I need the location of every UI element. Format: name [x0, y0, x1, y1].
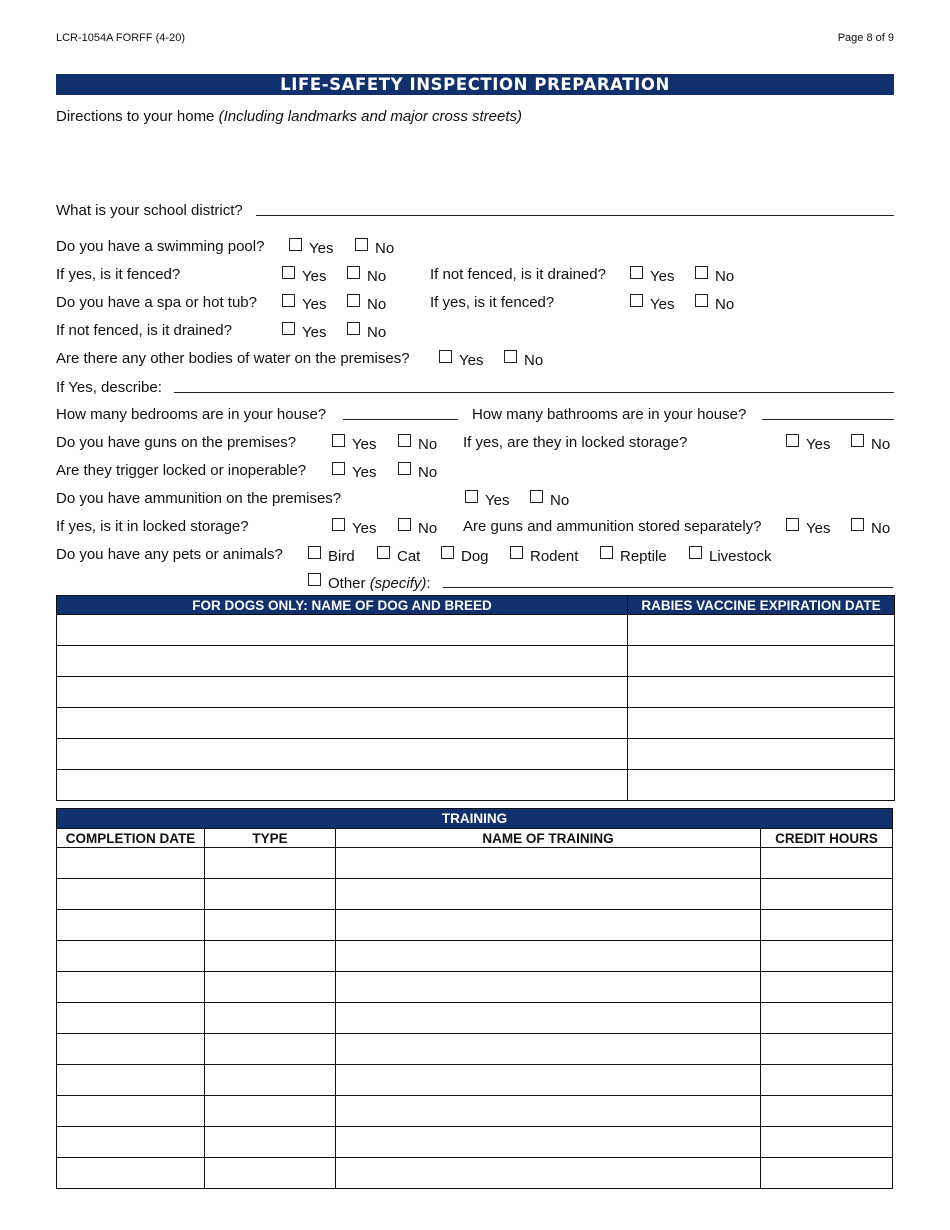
pet-other[interactable]: Other (specify):	[308, 573, 431, 592]
checkbox-icon[interactable]	[695, 266, 708, 279]
training-name-cell[interactable]	[336, 1065, 761, 1096]
pool-fenced-no[interactable]: No	[347, 266, 386, 285]
stored-separately-no[interactable]: No	[851, 518, 890, 537]
table-row	[57, 972, 893, 1003]
pets-question: Do you have any pets or animals?	[56, 546, 283, 563]
table-row	[57, 677, 895, 708]
col-type: TYPE	[205, 829, 336, 848]
checkbox-icon[interactable]	[355, 238, 368, 251]
table-row	[57, 910, 893, 941]
checkbox-icon[interactable]	[786, 434, 799, 447]
checkbox-icon[interactable]	[282, 322, 295, 335]
spa-drained-question: If not fenced, is it drained?	[56, 322, 232, 339]
checkbox-icon[interactable]	[689, 546, 702, 559]
date-cell[interactable]	[57, 1003, 205, 1034]
pet-livestock[interactable]: Livestock	[689, 546, 772, 565]
training-name-cell[interactable]	[336, 941, 761, 972]
training-name-cell[interactable]	[336, 972, 761, 1003]
spa-fenced-no[interactable]: No	[695, 294, 734, 313]
table-row	[57, 770, 895, 801]
training-name-cell[interactable]	[336, 1003, 761, 1034]
credit-hours-cell[interactable]	[761, 910, 893, 941]
ammo-locked-question: If yes, is it in locked storage?	[56, 518, 249, 535]
date-cell[interactable]	[57, 1065, 205, 1096]
rabies-date-cell[interactable]	[628, 615, 895, 646]
spa-yes[interactable]: Yes	[282, 294, 326, 313]
table-row	[57, 879, 893, 910]
checkbox-icon[interactable]	[332, 462, 345, 475]
table-row	[57, 1034, 893, 1065]
rabies-date-cell[interactable]	[628, 739, 895, 770]
date-cell[interactable]	[57, 941, 205, 972]
school-district-label: What is your school district?	[56, 202, 243, 219]
date-cell[interactable]	[57, 910, 205, 941]
type-cell[interactable]	[205, 1065, 336, 1096]
checkbox-icon[interactable]	[289, 238, 302, 251]
rabies-date-cell[interactable]	[628, 708, 895, 739]
pet-cat[interactable]: Cat	[377, 546, 420, 565]
date-cell[interactable]	[57, 1034, 205, 1065]
pet-other-field[interactable]	[443, 587, 893, 588]
pool-fenced-yes[interactable]: Yes	[282, 266, 326, 285]
school-district-field[interactable]	[256, 215, 894, 216]
table-row	[57, 646, 895, 677]
checkbox-icon[interactable]	[282, 294, 295, 307]
dog-name-cell[interactable]	[57, 770, 628, 801]
rabies-date-cell[interactable]	[628, 646, 895, 677]
checkbox-icon[interactable]	[630, 266, 643, 279]
date-cell[interactable]	[57, 972, 205, 1003]
checkbox-icon[interactable]	[308, 573, 321, 586]
type-cell[interactable]	[205, 879, 336, 910]
guns-locked-no[interactable]: No	[851, 434, 890, 453]
describe-field[interactable]	[174, 392, 894, 393]
spa-drained-no[interactable]: No	[347, 322, 386, 341]
table-row	[57, 1158, 893, 1189]
checkbox-icon[interactable]	[441, 546, 454, 559]
dogs-col-name: FOR DOGS ONLY: NAME OF DOG AND BREED	[57, 596, 628, 615]
credit-hours-cell[interactable]	[761, 848, 893, 879]
bedrooms-field[interactable]	[343, 419, 458, 420]
spa-fenced-yes[interactable]: Yes	[630, 294, 674, 313]
rabies-date-cell[interactable]	[628, 677, 895, 708]
bathrooms-label: How many bathrooms are in your house?	[472, 406, 747, 423]
trigger-locked-question: Are they trigger locked or inoperable?	[56, 462, 307, 479]
credit-hours-cell[interactable]	[761, 879, 893, 910]
col-training-name: NAME OF TRAINING	[336, 829, 761, 848]
other-water-question: Are there any other bodies of water on the premises?	[56, 350, 410, 367]
date-cell[interactable]	[57, 848, 205, 879]
training-name-cell[interactable]	[336, 848, 761, 879]
dog-name-cell[interactable]	[57, 708, 628, 739]
directions-label: Directions to your home (Including landmarks and major cross streets)	[56, 108, 523, 125]
type-cell[interactable]	[205, 1158, 336, 1189]
checkbox-icon[interactable]	[347, 294, 360, 307]
type-cell[interactable]	[205, 972, 336, 1003]
pool-yes[interactable]: Yes	[289, 238, 333, 257]
checkbox-icon[interactable]	[398, 462, 411, 475]
guns-locked-question: If yes, are they in locked storage?	[463, 434, 688, 451]
date-cell[interactable]	[57, 1158, 205, 1189]
table-row	[57, 708, 895, 739]
trigger-locked-yes[interactable]: Yes	[332, 462, 376, 481]
table-row	[57, 1096, 893, 1127]
checkbox-icon[interactable]	[786, 518, 799, 531]
ammo-locked-no[interactable]: No	[398, 518, 437, 537]
dog-name-cell[interactable]	[57, 739, 628, 770]
checkbox-icon[interactable]	[332, 434, 345, 447]
date-cell[interactable]	[57, 1096, 205, 1127]
pool-drained-no[interactable]: No	[695, 266, 734, 285]
spa-question: Do you have a spa or hot tub?	[56, 294, 257, 311]
checkbox-icon[interactable]	[282, 266, 295, 279]
date-cell[interactable]	[57, 1127, 205, 1158]
type-cell[interactable]	[205, 941, 336, 972]
checkbox-icon[interactable]	[465, 490, 478, 503]
checkbox-icon[interactable]	[851, 434, 864, 447]
checkbox-icon[interactable]	[630, 294, 643, 307]
table-row	[57, 615, 895, 646]
checkbox-icon[interactable]	[851, 518, 864, 531]
training-table	[56, 808, 893, 1189]
dog-name-cell[interactable]	[57, 646, 628, 677]
checkbox-icon[interactable]	[332, 518, 345, 531]
pet-rodent[interactable]: Rodent	[510, 546, 578, 565]
ammo-locked-yes[interactable]: Yes	[332, 518, 376, 537]
ammo-yes[interactable]: Yes	[465, 490, 509, 509]
rabies-date-cell[interactable]	[628, 770, 895, 801]
table-row	[57, 1065, 893, 1096]
credit-hours-cell[interactable]	[761, 1065, 893, 1096]
checkbox-icon[interactable]	[510, 546, 523, 559]
ammo-no[interactable]: No	[530, 490, 569, 509]
pool-fenced-question: If yes, is it fenced?	[56, 266, 181, 283]
checkbox-icon[interactable]	[377, 546, 390, 559]
table-row	[57, 739, 895, 770]
checkbox-icon[interactable]	[398, 434, 411, 447]
type-cell[interactable]	[205, 1034, 336, 1065]
checkbox-icon[interactable]	[504, 350, 517, 363]
checkbox-icon[interactable]	[347, 322, 360, 335]
checkbox-icon[interactable]	[530, 490, 543, 503]
pool-drained-yes[interactable]: Yes	[630, 266, 674, 285]
checkbox-icon[interactable]	[600, 546, 613, 559]
credit-hours-cell[interactable]	[761, 1034, 893, 1065]
ammo-question: Do you have ammunition on the premises?	[56, 490, 342, 507]
checkbox-icon[interactable]	[398, 518, 411, 531]
dog-name-cell[interactable]	[57, 615, 628, 646]
pool-question: Do you have a swimming pool?	[56, 238, 265, 255]
training-name-cell[interactable]	[336, 1034, 761, 1065]
directions-field[interactable]	[56, 128, 894, 190]
guns-question: Do you have guns on the premises?	[56, 434, 297, 451]
guns-no[interactable]: No	[398, 434, 437, 453]
credit-hours-cell[interactable]	[761, 1096, 893, 1127]
page-title: LIFE-SAFETY INSPECTION PREPARATION	[56, 74, 894, 95]
type-cell[interactable]	[205, 1003, 336, 1034]
stored-separately-yes[interactable]: Yes	[786, 518, 830, 537]
trigger-locked-no[interactable]: No	[398, 462, 437, 481]
checkbox-icon[interactable]	[695, 294, 708, 307]
form-id: LCR-1054A FORFF (4-20)	[56, 32, 185, 44]
type-cell[interactable]	[205, 1127, 336, 1158]
credit-hours-cell[interactable]	[761, 972, 893, 1003]
dog-name-cell[interactable]	[57, 677, 628, 708]
checkbox-icon[interactable]	[347, 266, 360, 279]
page-number: Page 8 of 9	[837, 32, 894, 44]
checkbox-icon[interactable]	[439, 350, 452, 363]
guns-locked-yes[interactable]: Yes	[786, 434, 830, 453]
credit-hours-cell[interactable]	[761, 941, 893, 972]
type-cell[interactable]	[205, 1096, 336, 1127]
spa-fenced-question: If yes, is it fenced?	[430, 294, 555, 311]
training-name-cell[interactable]	[336, 1158, 761, 1189]
checkbox-icon[interactable]	[308, 546, 321, 559]
training-name-cell[interactable]	[336, 910, 761, 941]
col-completion-date: COMPLETION DATE	[57, 829, 205, 848]
pool-drained-question: If not fenced, is it drained?	[430, 266, 606, 283]
pet-dog[interactable]: Dog	[441, 546, 489, 565]
credit-hours-cell[interactable]	[761, 1127, 893, 1158]
training-title: TRAINING	[57, 809, 893, 829]
table-row	[57, 1127, 893, 1158]
credit-hours-cell[interactable]	[761, 1158, 893, 1189]
guns-yes[interactable]: Yes	[332, 434, 376, 453]
other-water-yes[interactable]: Yes	[439, 350, 483, 369]
bedrooms-label: How many bedrooms are in your house?	[56, 406, 327, 423]
dogs-col-rabies: RABIES VACCINE EXPIRATION DATE	[628, 596, 895, 615]
spa-drained-yes[interactable]: Yes	[282, 322, 326, 341]
table-row	[57, 941, 893, 972]
dogs-table	[56, 595, 895, 801]
type-cell[interactable]	[205, 848, 336, 879]
other-water-no[interactable]: No	[504, 350, 543, 369]
training-name-cell[interactable]	[336, 1127, 761, 1158]
bathrooms-field[interactable]	[762, 419, 894, 420]
spa-no[interactable]: No	[347, 294, 386, 313]
pool-no[interactable]: No	[355, 238, 394, 257]
pet-bird[interactable]: Bird	[308, 546, 355, 565]
col-credit-hours: CREDIT HOURS	[761, 829, 893, 848]
training-name-cell[interactable]	[336, 1096, 761, 1127]
credit-hours-cell[interactable]	[761, 1003, 893, 1034]
pet-reptile[interactable]: Reptile	[600, 546, 667, 565]
stored-separately-question: Are guns and ammunition stored separately?	[463, 518, 762, 535]
table-row	[57, 848, 893, 879]
training-name-cell[interactable]	[336, 879, 761, 910]
table-row	[57, 1003, 893, 1034]
type-cell[interactable]	[205, 910, 336, 941]
describe-label: If Yes, describe:	[56, 379, 162, 396]
date-cell[interactable]	[57, 879, 205, 910]
